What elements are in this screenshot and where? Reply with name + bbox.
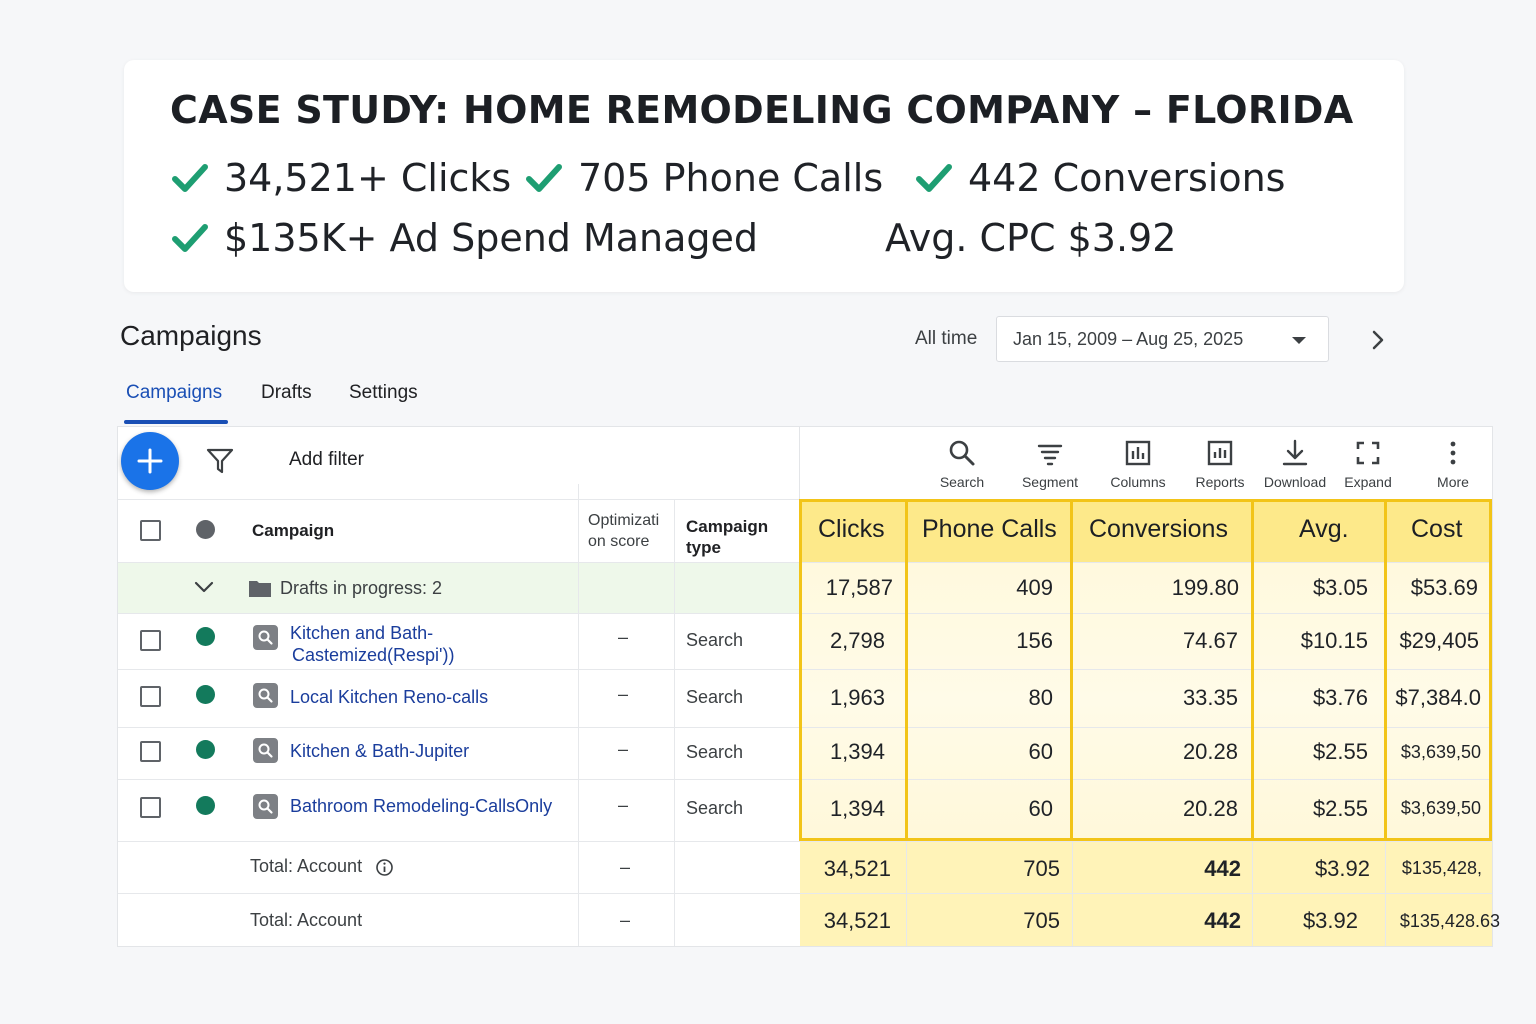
campaign-name-link[interactable]: Kitchen & Bath-Jupiter <box>290 741 470 761</box>
more-tool-button[interactable] <box>1408 438 1498 490</box>
row-phone-calls: 156 <box>1016 628 1053 653</box>
select-all-checkbox[interactable] <box>140 520 161 541</box>
column-header-phone-calls[interactable]: Phone Calls <box>922 515 1057 543</box>
column-divider <box>578 484 579 946</box>
search-tool-button[interactable] <box>917 438 1007 490</box>
check-icon <box>170 158 210 198</box>
column-divider <box>1252 842 1253 946</box>
row-conversions: 20.28 <box>1182 796 1238 821</box>
active-tab-indicator <box>124 420 228 424</box>
status-enabled-icon <box>196 627 215 646</box>
row-avg: $2.55 <box>1312 739 1368 764</box>
campaign-name-link[interactable]: Local Kitchen Reno-calls <box>290 687 489 707</box>
row-phone-calls: 60 <box>1028 739 1053 764</box>
total-avg: $3.92 <box>1302 908 1358 933</box>
drafts-avg: $3.05 <box>1312 575 1368 600</box>
tool-label: Download <box>1263 474 1327 490</box>
row-checkbox[interactable] <box>140 686 161 707</box>
row-divider <box>118 613 1492 614</box>
row-divider <box>118 727 1492 728</box>
drafts-row-background <box>118 563 800 613</box>
row-conversions: 33.35 <box>1182 685 1238 710</box>
optimization-score: – <box>618 795 629 815</box>
total-cost: $135,428, <box>1401 858 1482 878</box>
column-divider <box>1385 842 1386 946</box>
optimization-score: – <box>618 684 629 704</box>
row-cost: $3,639,50 <box>1400 742 1481 762</box>
toolbar-divider <box>799 426 800 500</box>
highlight-border <box>799 838 1492 841</box>
date-range-label: All time <box>915 328 978 349</box>
highlight-border <box>1489 499 1492 841</box>
column-header-optimization-line2[interactable]: on score <box>588 533 650 550</box>
total-phone-calls: 705 <box>1023 856 1060 881</box>
metrics-totals-highlight <box>800 842 1492 946</box>
drafts-clicks: 17,587 <box>825 575 893 600</box>
more-vert-icon <box>1438 438 1468 468</box>
tool-label: Search <box>939 474 985 490</box>
add-campaign-button[interactable] <box>121 432 179 490</box>
row-clicks: 1,394 <box>829 739 885 764</box>
plus-icon <box>135 446 165 476</box>
tool-label: Reports <box>1195 474 1245 490</box>
campaign-type: Search <box>686 798 744 818</box>
total-conversions: 442 <box>1204 908 1241 933</box>
tool-label: More <box>1437 474 1469 490</box>
total-optimization-score: – <box>620 857 631 877</box>
stat-ad-spend <box>170 216 758 260</box>
search-campaign-icon <box>253 625 278 650</box>
total-conversions: 442 <box>1204 856 1241 881</box>
campaign-name-link[interactable]: Bathroom Remodeling-CallsOnly <box>290 796 553 816</box>
highlight-border <box>799 499 802 841</box>
row-clicks: 2,798 <box>829 628 885 653</box>
stat-clicks <box>170 156 511 200</box>
stat-conversions <box>914 156 1285 200</box>
search-campaign-icon <box>253 738 278 763</box>
column-header-clicks[interactable]: Clicks <box>818 515 885 543</box>
columns-tool-button[interactable] <box>1093 438 1183 490</box>
filter-icon[interactable] <box>205 447 235 475</box>
stat-text: 34,521+ Clicks <box>224 156 512 200</box>
tool-label: Columns <box>1110 474 1166 490</box>
row-cost: $7,384.0 <box>1395 685 1481 710</box>
drafts-cost: $53.69 <box>1410 575 1478 600</box>
row-cost: $3,639,50 <box>1400 798 1481 818</box>
status-column-icon <box>196 520 215 539</box>
tab-settings[interactable]: Settings <box>349 382 418 403</box>
row-phone-calls: 80 <box>1028 685 1053 710</box>
check-icon <box>170 218 210 258</box>
column-header-campaign-type-line2[interactable]: type <box>686 538 721 557</box>
total-account-label: Total: Account <box>250 856 363 876</box>
row-clicks: 1,394 <box>829 796 885 821</box>
column-header-conversions[interactable]: Conversions <box>1089 515 1228 543</box>
date-range-select[interactable] <box>996 316 1329 362</box>
row-conversions: 20.28 <box>1182 739 1238 764</box>
campaign-name-link-line2[interactable]: Castemized(Respi')) <box>292 645 455 665</box>
row-divider <box>118 562 1492 563</box>
stat-text: Avg. CPC $3.92 <box>885 216 1177 260</box>
date-range-value: Jan 15, 2009 – Aug 25, 2025 <box>1013 328 1244 349</box>
caret-down-icon <box>1292 337 1306 344</box>
case-study-card <box>124 60 1404 292</box>
column-header-avg[interactable]: Avg. <box>1299 515 1349 543</box>
total-phone-calls: 705 <box>1023 908 1060 933</box>
total-clicks: 34,521 <box>823 908 891 933</box>
stat-phone-calls <box>524 156 883 200</box>
column-header-cost[interactable]: Cost <box>1411 515 1463 543</box>
highlight-border <box>905 499 908 841</box>
total-clicks: 34,521 <box>823 856 891 881</box>
row-conversions: 74.67 <box>1182 628 1238 653</box>
search-campaign-icon <box>253 683 278 708</box>
row-checkbox[interactable] <box>140 630 161 651</box>
highlight-border <box>1251 499 1254 841</box>
chevron-right-icon[interactable] <box>1364 326 1392 354</box>
highlight-border <box>799 499 1492 502</box>
folder-icon <box>248 578 272 598</box>
case-study-title: CASE STUDY: HOME REMODELING COMPANY – FLORIDA <box>170 88 1354 132</box>
total-account-label: Total: Account <box>250 910 363 930</box>
column-header-campaign[interactable]: Campaign <box>252 521 335 540</box>
stat-text: 442 Conversions <box>968 156 1286 200</box>
columns-icon <box>1123 438 1153 468</box>
column-header-optimization-line1[interactable]: Optimizati <box>588 512 660 529</box>
total-optimization-score: – <box>620 910 631 930</box>
download-icon <box>1280 438 1310 468</box>
expand-icon <box>1353 438 1383 468</box>
stat-text: $135K+ Ad Spend Managed <box>224 216 759 260</box>
campaign-type: Search <box>686 742 744 762</box>
tab-drafts[interactable]: Drafts <box>261 382 312 403</box>
row-divider <box>118 893 1492 894</box>
page-title: Campaigns <box>120 320 262 351</box>
campaign-type: Search <box>686 630 744 650</box>
chevron-down-icon[interactable] <box>193 579 215 595</box>
column-divider <box>1072 842 1073 946</box>
highlight-border <box>1384 499 1387 841</box>
status-enabled-icon <box>196 796 215 815</box>
row-avg: $2.55 <box>1312 796 1368 821</box>
tab-campaigns[interactable]: Campaigns <box>126 382 223 403</box>
tool-label: Expand <box>1344 474 1392 490</box>
stat-text: 705 Phone Calls <box>578 156 884 200</box>
row-avg: $3.76 <box>1312 685 1368 710</box>
search-campaign-icon <box>253 794 278 819</box>
row-divider <box>118 841 1492 842</box>
segment-tool-button[interactable] <box>1005 438 1095 490</box>
expand-tool-button[interactable] <box>1323 438 1413 490</box>
drafts-phone-calls: 409 <box>1016 575 1053 600</box>
row-divider <box>118 779 1492 780</box>
reports-icon <box>1205 438 1235 468</box>
row-checkbox[interactable] <box>140 741 161 762</box>
row-phone-calls: 60 <box>1028 796 1053 821</box>
info-icon[interactable] <box>375 858 394 877</box>
column-header-campaign-type-line1[interactable]: Campaign <box>686 517 769 536</box>
optimization-score: – <box>618 739 629 759</box>
search-icon <box>947 438 977 468</box>
total-cost: $135,428.63 <box>1399 911 1500 931</box>
row-cost: $29,405 <box>1399 628 1479 653</box>
column-divider <box>674 500 675 946</box>
tool-label: Segment <box>1021 474 1079 490</box>
status-enabled-icon <box>196 740 215 759</box>
optimization-score: – <box>618 627 629 647</box>
stat-avg-cpc <box>885 216 1176 260</box>
campaign-type: Search <box>686 687 744 707</box>
add-filter-button[interactable]: Add filter <box>289 449 364 470</box>
drafts-in-progress-label[interactable]: Drafts in progress: 2 <box>280 578 443 598</box>
row-clicks: 1,963 <box>829 685 885 710</box>
segment-icon <box>1035 438 1065 468</box>
status-enabled-icon <box>196 685 215 704</box>
highlight-border <box>1070 499 1073 841</box>
column-divider <box>906 842 907 946</box>
total-avg: $3.92 <box>1314 856 1370 881</box>
drafts-conversions: 199.80 <box>1171 575 1239 600</box>
row-checkbox[interactable] <box>140 797 161 818</box>
check-icon <box>524 158 564 198</box>
check-icon <box>914 158 954 198</box>
campaign-name-link[interactable]: Kitchen and Bath- <box>290 623 434 643</box>
row-divider <box>118 669 1492 670</box>
row-avg: $10.15 <box>1300 628 1368 653</box>
